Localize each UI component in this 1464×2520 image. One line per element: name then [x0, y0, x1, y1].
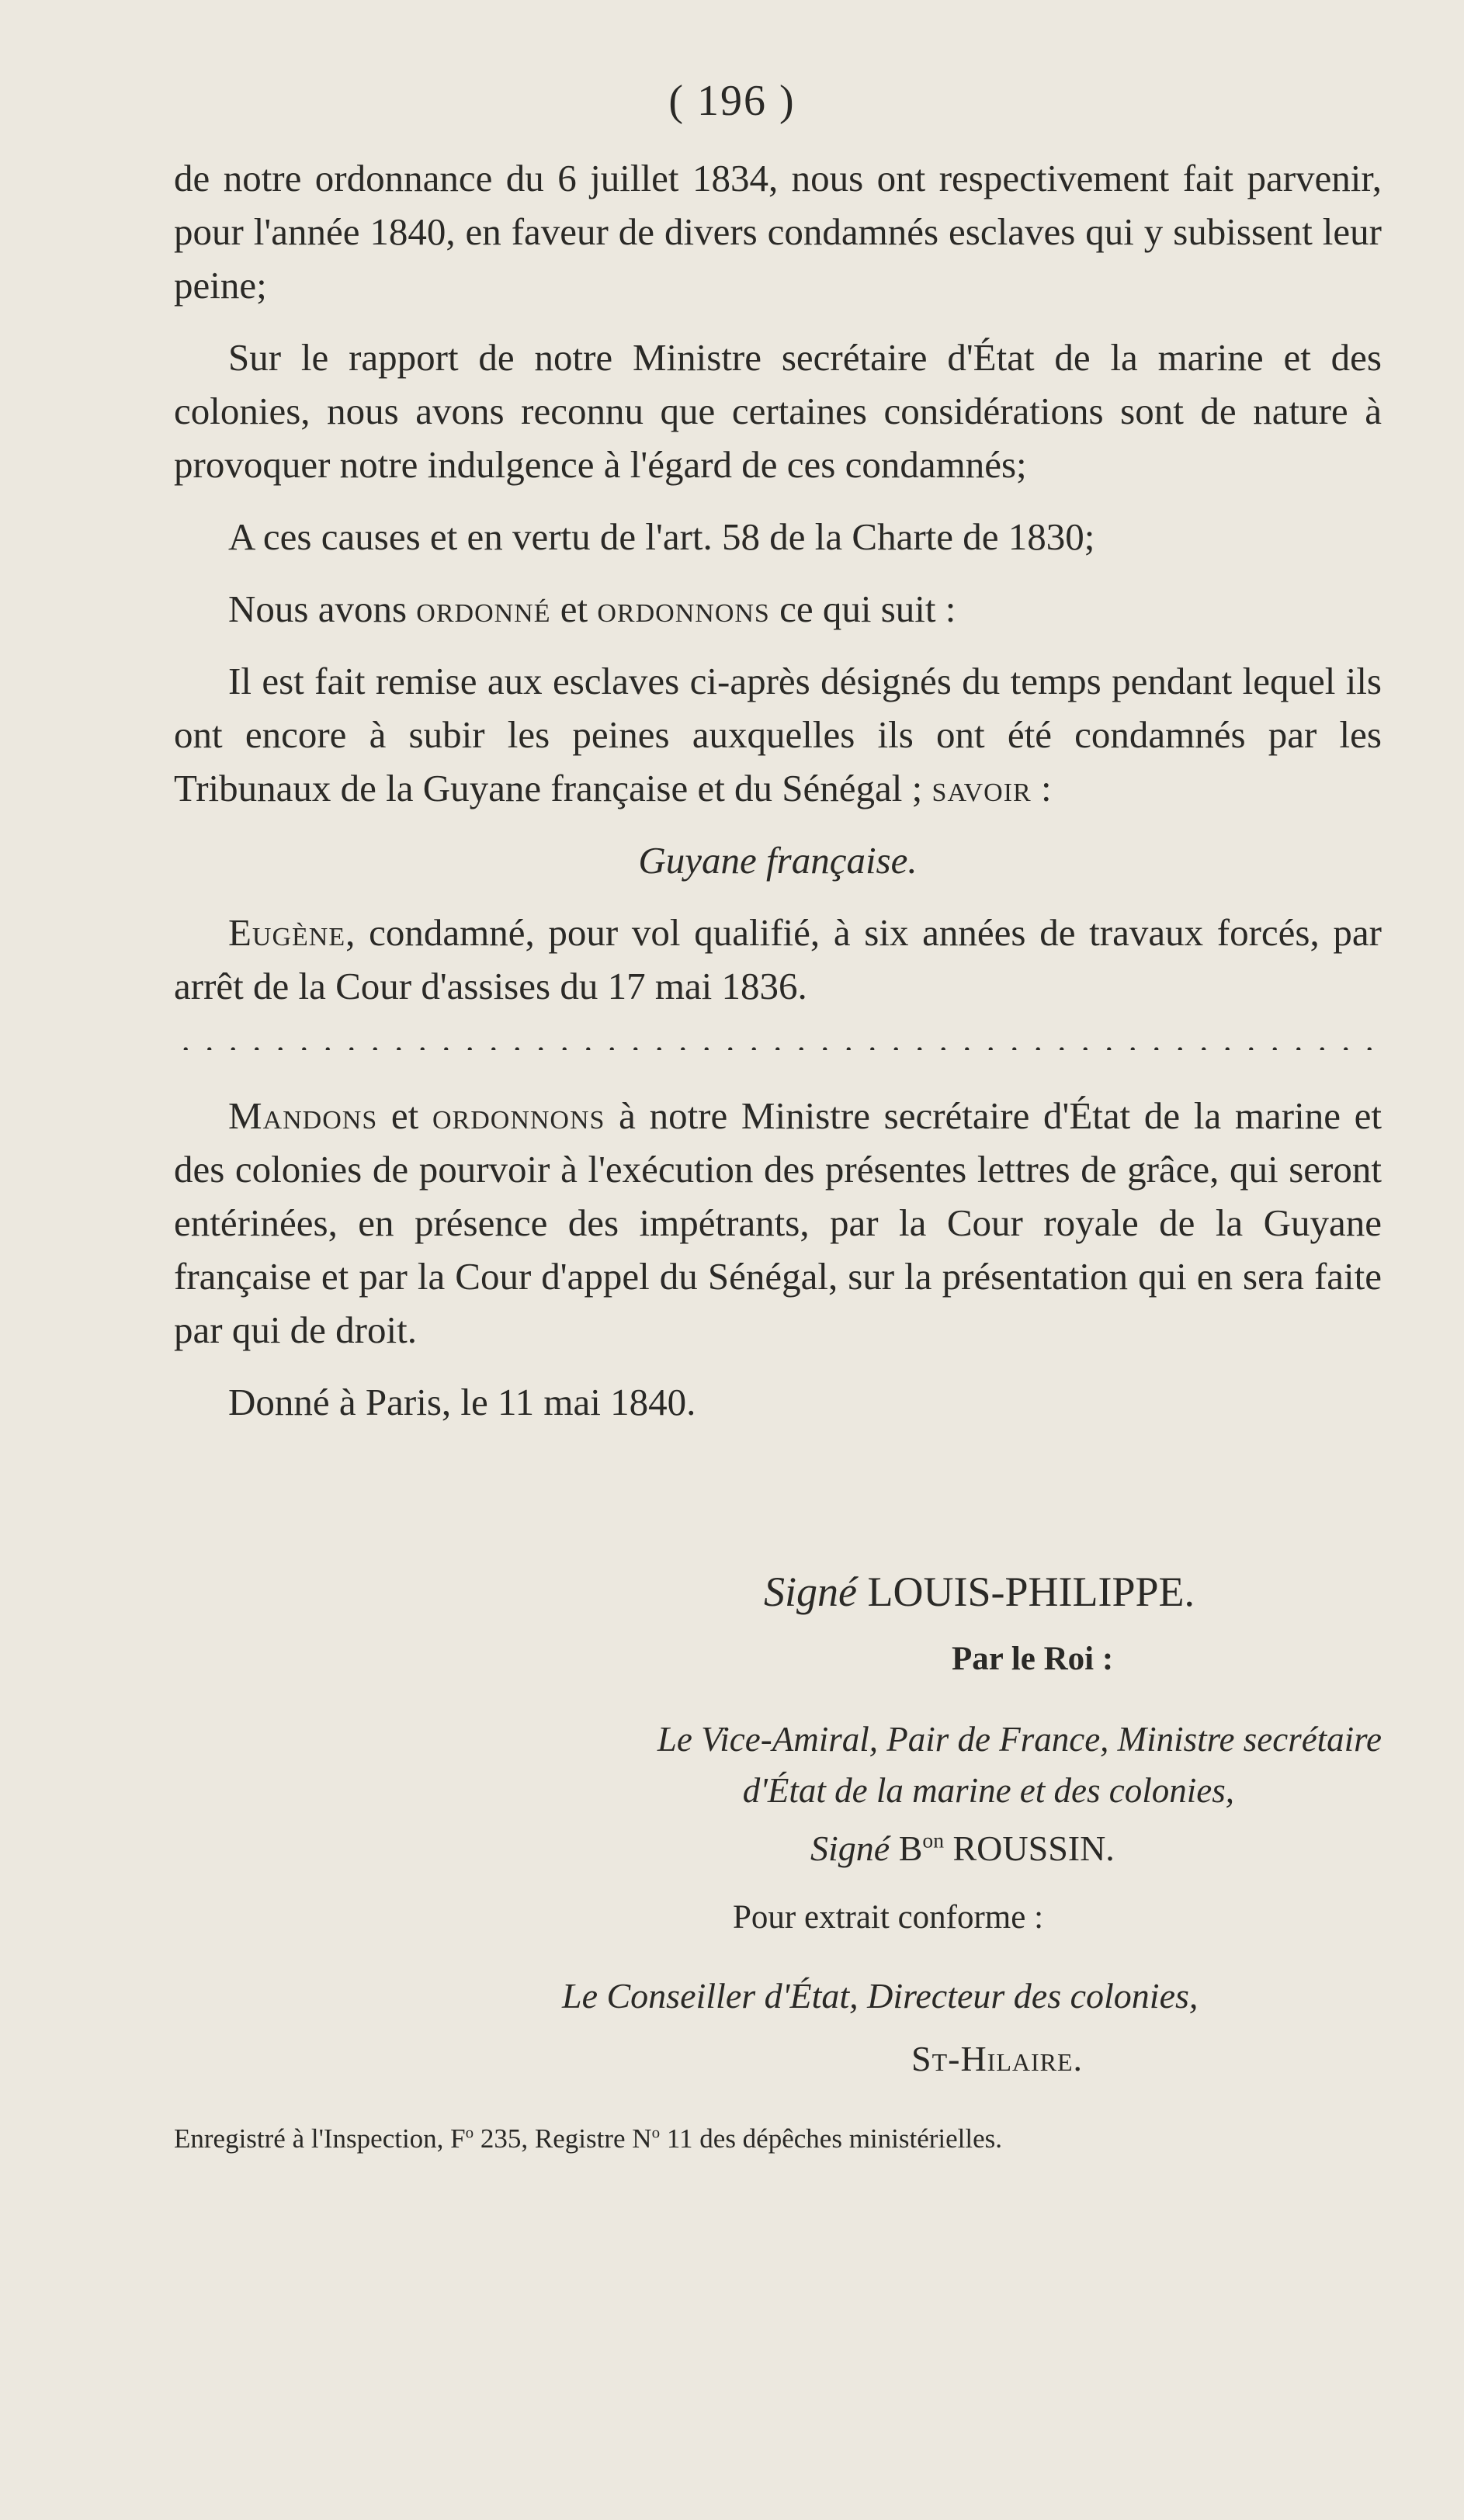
- p5-savoir: savoir: [931, 767, 1032, 809]
- paragraph-5: [174, 654, 1382, 815]
- signe-word: Signé: [764, 1569, 857, 1615]
- p4-text-e: ce qui suit :: [769, 588, 956, 630]
- p4-ordonne: ordonné: [416, 588, 551, 630]
- paragraph-2: Sur le rapport de notre Ministre secrétaire d'État de la marine et des colonies, nous avons reconnu que certaines considérations sont de nature à provoquer notre indulgence à l'égard de ces condamnés;: [174, 336, 1382, 486]
- footer-a-sup: o: [465, 2123, 474, 2142]
- page-number: ( 196 ): [668, 77, 796, 125]
- vice-line-1: Le Vice-Amiral, Pair de France, Ministre secrétaire: [657, 1720, 1382, 1759]
- p6-text-b: , condamné, pour vol qualifié, à six années de travaux forcés, par arrêt de la Cour d'assises du 17 mai 1836.: [174, 911, 1382, 1007]
- p5-text-c: :: [1031, 767, 1052, 809]
- p5-text-a: Il est fait remise aux esclaves ci-après désignés du temps pendant lequel ils ont encore à subir les peines auxquelles ils ont été condamnés par les Tribunaux de la Guyane française et du Sénégal ;: [174, 660, 1382, 809]
- ellipsis-divider: [174, 1047, 1382, 1050]
- paragraph-6: [174, 906, 1382, 1013]
- p4-text-a: Nous avons: [228, 588, 417, 630]
- roussin-title-sup: on: [922, 1828, 944, 1853]
- footer-a: Enregistré à l'Inspection, F: [174, 2123, 466, 2154]
- p7-text-d: à notre Ministre secrétaire d'État de la marine et des colonies de pourvoir à l'exécution des présentes lettres de grâce, qui seront entérinées, en présence des impétrants, par la Cour royale de la Guyane française et par la Cour d'appel du Sénégal, sur la présentation qui en sera faite par qui de droit.: [174, 1094, 1382, 1351]
- p7-mandons: Mandons: [228, 1094, 378, 1137]
- document-page: ( 196 ) de notre ordonnance du 6 juillet 1834, nous ont respectivement fait parvenir, pour l'année 1840, en faveur de divers condamnés esclaves qui y subissent leur peine; Sur le rapport de notre Ministre secrétaire d'État de la marine et des colonies, nous avons reconnu que certaines considérations sont de nature à provoquer notre indulgence à l'égard de ces condamnés; A ces causes et en vertu de l'art. 58 de la Charte de 1830; Nous avons ordonné et ordonnons ce qui suit : Il est fait remise aux esclaves ci-après désignés du temps pendant lequel ils ont encore à subir les peines auxquelles ils ont été condamnés par les Tribunaux de la Guyane française et du Sénégal ; savoir : Guyane française. Eugène, condamné, pour vol qualifié, à six années de travaux forcés, par arrêt de la Cour d'assises du 17 mai 1836. Mandons et ordonnons à notre Ministre secrétaire d'État de la marine et des colonies de pourvoir à l'exécution des présentes lettres de grâce, qui seront entérinées, en présence des impétrants, par la Cour royale de la Guyane française et par la Cour d'appel du Sénégal, sur la présentation qui en sera faite par qui de droit. Donné à Paris, le 11 mai 1840. Signé LOUIS-PHILIPPE. Par le Roi : Le Vice-Amiral, Pair de France, Ministre secrétaire d'État de la marine et des colonies, Signé $B^{on}$ ROUSSIN. Pour extrait conforme : Le Conseiller d'État, Directeur des colonies, St-Hilaire. Enregistré à l'Inspection, $F^o$ 235, Registre $N^o$ 11 des dépêches ministérielles.: [0, 0, 1464, 2520]
- registration-footer: [174, 2123, 1382, 2154]
- footer-b-sup: o: [651, 2123, 661, 2142]
- roussin-name: ROUSSIN.: [952, 1828, 1115, 1868]
- king-name: LOUIS-PHILIPPE.: [867, 1569, 1195, 1615]
- p4-text-c: et: [550, 588, 598, 630]
- roussin-signe: Signé: [810, 1828, 890, 1868]
- roussin-title: B: [898, 1828, 923, 1868]
- document-body: [174, 151, 1382, 1429]
- vice-amiral-title: [174, 1714, 1382, 1816]
- vice-line-2: d'État de la marine et des colonies,: [742, 1771, 1234, 1810]
- paragraph-8: Donné à Paris, le 11 mai 1840.: [228, 1381, 696, 1423]
- p6-eugene: Eugène: [228, 911, 346, 954]
- paragraph-3: A ces causes et en vertu de l'art. 58 de la Charte de 1830;: [228, 515, 1095, 558]
- paragraph-7: [174, 1089, 1382, 1357]
- paragraph-4: [174, 582, 1382, 636]
- footer-c: 11 des dépêches ministérielles.: [660, 2123, 1003, 2154]
- p7-text-b: et: [377, 1094, 432, 1137]
- footer-b: 235, Registre N: [474, 2123, 652, 2154]
- section-heading: Guyane française.: [638, 839, 918, 882]
- p7-ordonnons: ordonnons: [432, 1094, 605, 1137]
- p4-ordonnons: ordonnons: [597, 588, 770, 630]
- paragraph-1: de notre ordonnance du 6 juillet 1834, nous ont respectivement fait parvenir, pour l'année 1840, en faveur de divers condamnés esclaves qui y subissent leur peine;: [174, 157, 1382, 307]
